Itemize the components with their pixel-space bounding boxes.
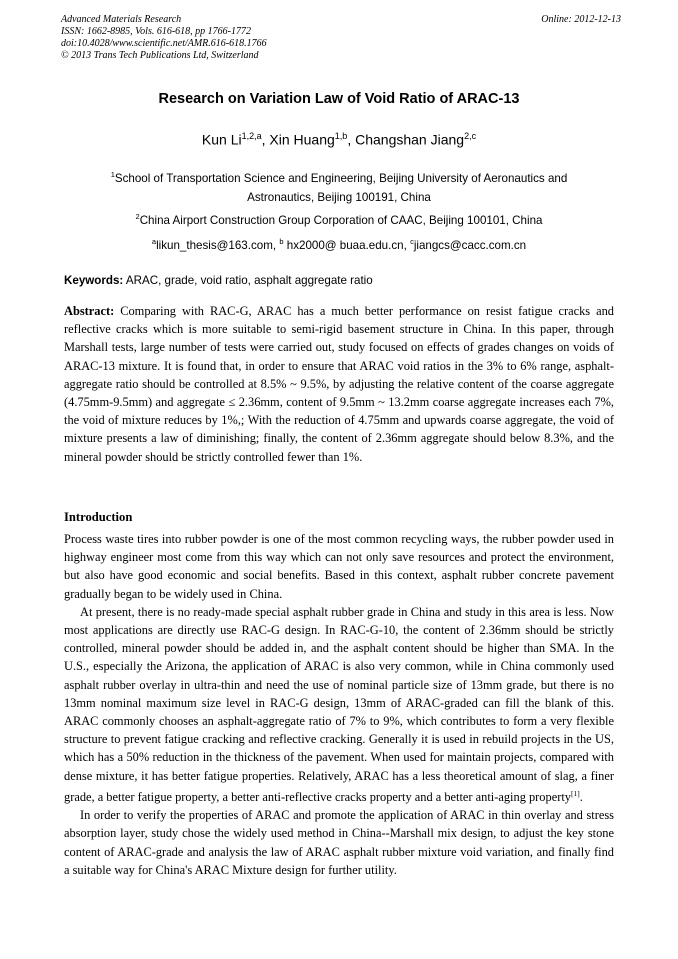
abstract-text: Comparing with RAC-G, ARAC has a much better performance on resist fatigue cracks and reflective cracks which is more suitable to semi-rigid basement structure in China. In this paper, through Marshall tests, large number of tests were carried out, study focused on effects of grades changes on voids of ARAC-13 mixture. It is found that, in order to ensure that ARAC void ratios in the 3% to 6% range, asphalt-aggregate ratio should be controlled at 8.5% ~ 9.5%, by adjusting the relative content of the coarse aggregate (4.75mm-9.5mm) and aggregate ≤ 2.36mm, content of 9.5mm ~ 13.2mm coarse aggregate increases each 7%, the void of mixture reduces by 1%,; With the reduction of 4.75mm and upwards coarse aggregate, the void of mixture presents a law of diminishing; finally, the content of 2.36mm aggregate should below 8.3%, and the mineral powder should be strictly controlled fewer than 1%. bbox=[64, 304, 614, 464]
affiliation-1 bbox=[0, 165, 678, 207]
author-superscript: 2,c bbox=[464, 131, 477, 141]
author-superscript: 1,2,a bbox=[241, 131, 262, 141]
email-link[interactable]: likun_thesis@163.com, bbox=[156, 238, 277, 252]
abstract-label: Abstract: bbox=[64, 304, 115, 318]
affiliation-text: Astronautics, Beijing 100191, China bbox=[247, 190, 431, 204]
author-name: Xin Huang bbox=[269, 131, 335, 148]
publication-header bbox=[61, 14, 621, 62]
citation-ref[interactable]: [1] bbox=[570, 788, 580, 798]
email-link[interactable]: hx2000@ buaa.edu.cn, bbox=[286, 238, 407, 252]
paragraph bbox=[64, 603, 614, 806]
author-name: Changshan Jiang bbox=[355, 131, 465, 148]
paragraph: In order to verify the properties of ARAC and promote the application of ARAC in thin overlay and stress absorption layer, study chose the widely used method in China--Marshall mix design, to adjust the key stone content of ARAC-grade and analysis the law of ARAC asphalt rubber mixture void variation, and finally find a suitable way for China's ARAC Mixture design for further utility. bbox=[64, 808, 614, 877]
doi-line: doi:10.4028/www.scientific.net/AMR.616-618.1766 bbox=[61, 38, 267, 49]
copyright-line: © 2013 Trans Tech Publications Ltd, Switzerland bbox=[61, 50, 259, 61]
journal-name: Advanced Materials Research bbox=[61, 14, 182, 25]
section-heading: Introduction bbox=[64, 510, 133, 524]
abstract-section bbox=[64, 302, 614, 466]
keywords-line bbox=[64, 274, 620, 287]
email-marker: b bbox=[279, 237, 284, 246]
author-name: Kun Li bbox=[201, 131, 242, 148]
affiliation-2 bbox=[0, 207, 678, 230]
online-date: Online: 2012-12-13 bbox=[541, 14, 621, 25]
email-marker: c bbox=[410, 237, 414, 246]
email-link[interactable]: jiangcs@cacc.com.cn bbox=[413, 238, 527, 252]
email-marker: a bbox=[151, 237, 157, 246]
author-superscript: 1,b bbox=[334, 131, 348, 141]
paragraph-text: At present, there is no ready-made special asphalt rubber grade in China and study in this area is less. Now most applications are directly use RAC-G design. In RAC-G-10, the content of 2.36mm should be strictly controlled, mineral powder should be added in, and the asphalt content should be higher than SMA. In the U.S., especially the Arizona, the application of ARAC is also very common, while in China commonly used asphalt rubber overlay in ultra-thin and need the use of nominal particle size of 13mm grade, but there is no 13mm nominal maximum size level in RAC-G design, 13mm of ARAC-graded can fill the blank of this. ARAC commonly chooses an asphalt-aggregate ratio of 7% to 9%, which contributes to form a very flexible structure to prevent fatigue cracking and reflective cracking. Generally it is used in rebuild projects in the US, which has a 50% reduction in the thickness of the pavement. When used for maintain projects, compared with dense mixture, it has better fatigue properties. Relatively, ARAC has a less theoretical amount of slag, a finer grade, a better fatigue property, a better anti-reflective cracks property and a better anti-aging property bbox=[64, 604, 614, 804]
author-list: Kun Li$^{1,2,a}$, Xin Huang$^{1,b}$, Changshan Jiang$^{2,c}$ bbox=[201, 131, 477, 148]
introduction-section bbox=[64, 530, 614, 879]
paper-title: Research on Variation Law of Void Ratio of ARAC-13 bbox=[158, 91, 520, 107]
paragraph: Process waste tires into rubber powder is one of the most common recycling ways, the rubber powder used in highway engineer most come from this way which can not only save resources and protect the environment, but also have good economic and social benefits. Based in this context, asphalt rubber concrete pavement gradually began to be widely used in China. bbox=[64, 532, 614, 601]
affiliation-marker: 2 bbox=[135, 212, 140, 221]
paragraph-end: . bbox=[579, 789, 583, 804]
author-emails bbox=[0, 232, 678, 255]
issn-line: ISSN: 1662-8985, Vols. 616-618, pp 1766-1772 bbox=[61, 26, 251, 37]
keywords-label: Keywords: bbox=[64, 274, 124, 287]
keywords-text: ARAC, grade, void ratio, asphalt aggregate ratio bbox=[125, 274, 373, 287]
affiliation-text: School of Transportation Science and Engineering, Beijing University of Aeronautics and bbox=[114, 171, 568, 185]
affiliation-marker: 1 bbox=[110, 170, 115, 179]
affiliation-text: China Airport Construction Group Corporation of CAAC, Beijing 100101, China bbox=[139, 213, 543, 227]
